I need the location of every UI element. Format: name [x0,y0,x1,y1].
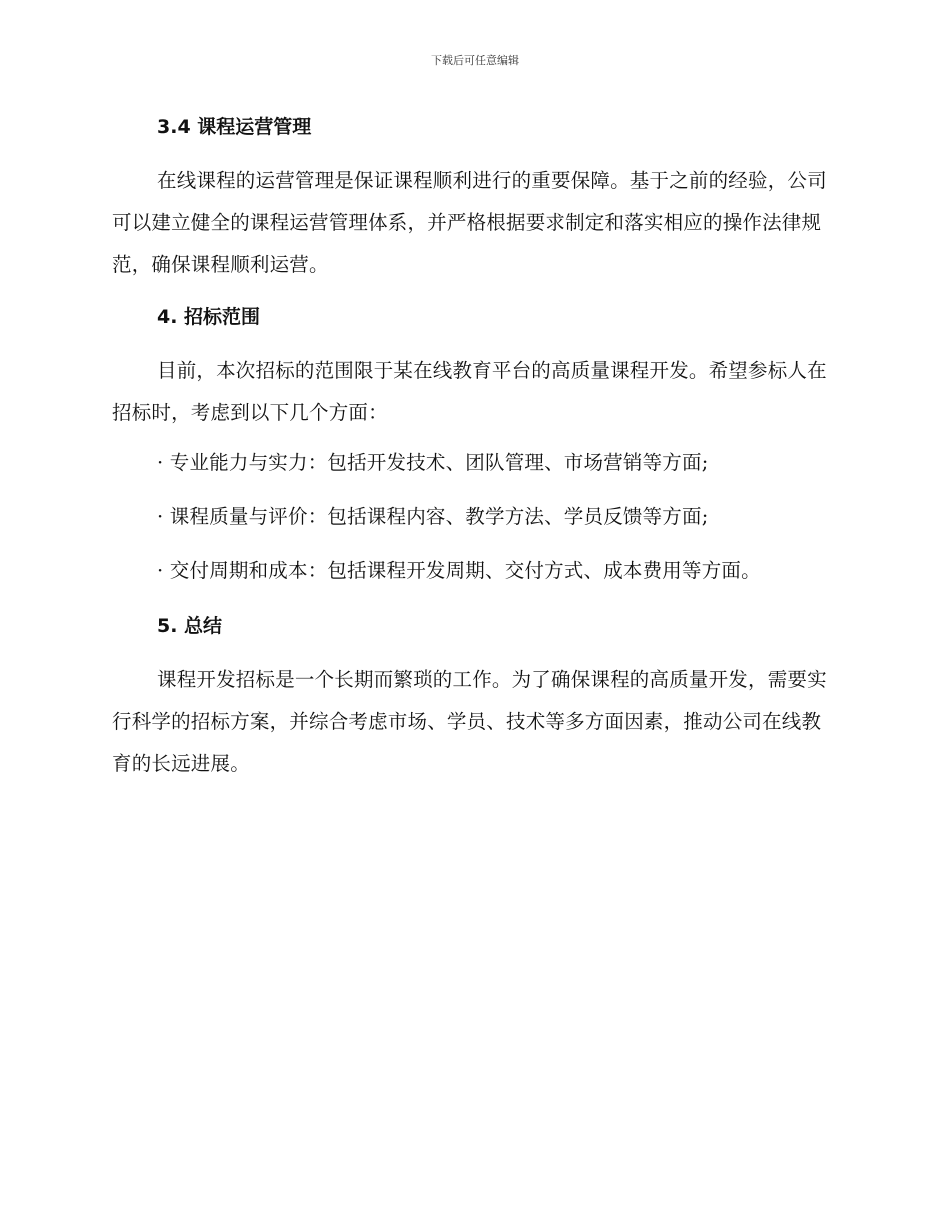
bullet-item-delivery: · 交付周期和成本：包括课程开发周期、交付方式、成本费用等方面。 [157,559,761,582]
section-heading-3-4: 3.4 课程运营管理 [157,116,312,138]
bullet-item-quality: · 课程质量与评价：包括课程内容、教学方法、学员反馈等方面; [157,505,709,528]
section-heading-4: 4. 招标范围 [157,306,261,328]
page-header: 下载后可任意编辑 [431,54,519,67]
section-paragraph-3-4: 在线课程的运营管理是保证课程顺利进行的重要保障。基于之前的经验，公司可以建立健全的课程运营管理体系，并严格根据要求制定和落实相应的操作法律规范，确保课程顺利运营。 [112,169,827,276]
bullet-item-capability: · 专业能力与实力：包括开发技术、团队管理、市场营销等方面; [157,451,709,474]
section-paragraph-4: 目前，本次招标的范围限于某在线教育平台的高质量课程开发。希望参标人在招标时，考虑到以下几个方面： [112,359,827,424]
section-paragraph-5: 课程开发招标是一个长期而繁琐的工作。为了确保课程的高质量开发，需要实行科学的招标方案，并综合考虑市场、学员、技术等多方面因素，推动公司在线教育的长远进展。 [112,668,827,775]
document-body [112,112,832,785]
section-heading-5: 5. 总结 [157,615,223,637]
